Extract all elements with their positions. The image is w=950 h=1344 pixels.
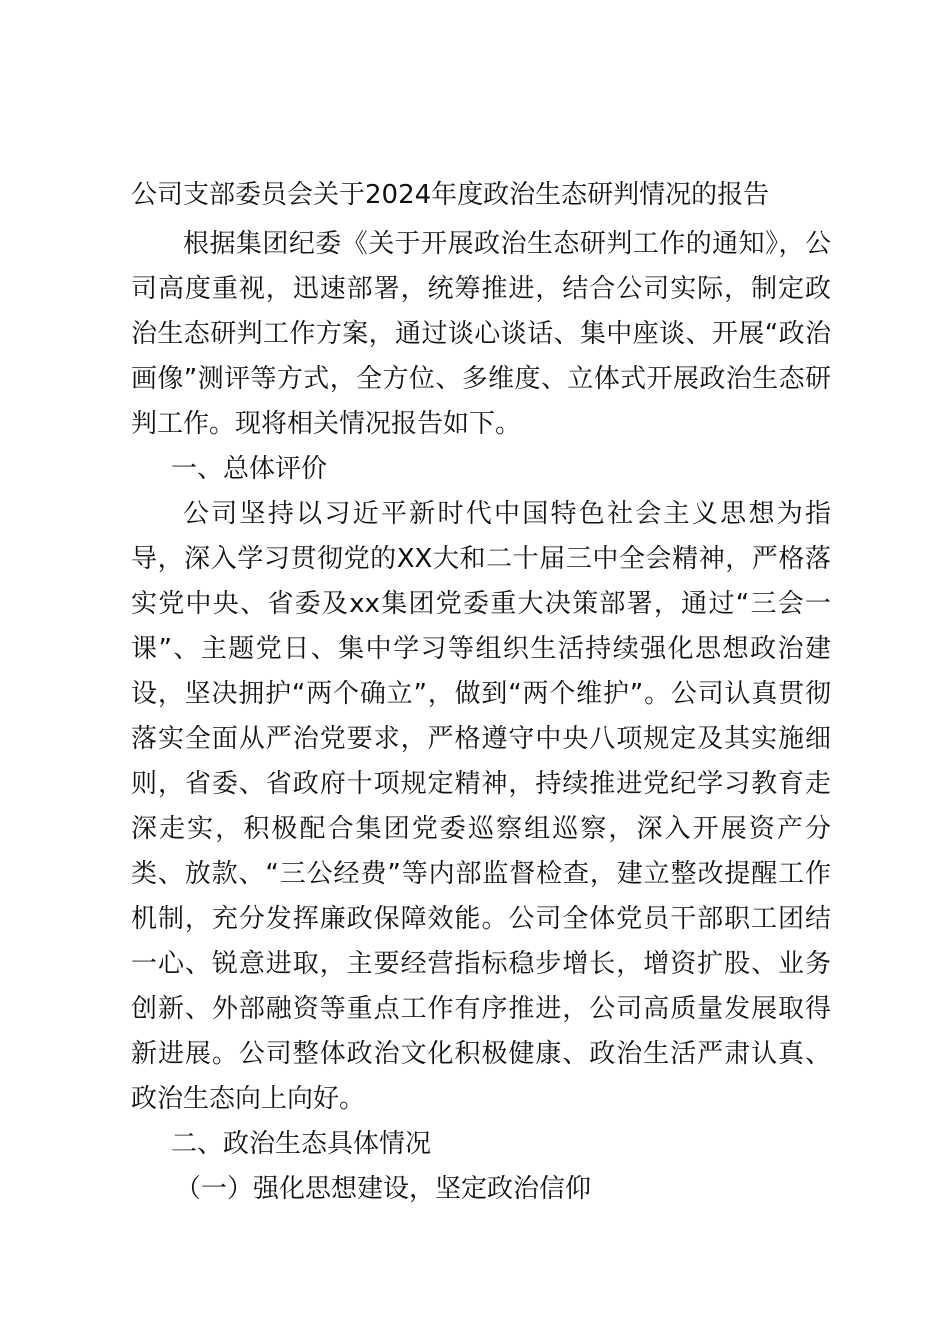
overall-evaluation-paragraph: 公司坚持以习近平新时代中国特色社会主义思想为指导，深入学习贯彻党的XX大和二十届三中全会精神，严格落实党中央、省委及xx集团党委重大决策部署，通过“三会一课”、主题党日、集中学习等组织生活持续强化思想政治建设，坚决拥护“两个确立”，做到“两个维护”。公司认真贯彻落实全面从严治党要求，严格遵守中央八项规定及其实施细则，省委、省政府十项规定精神，持续推进党纪学习教育走深走实，积极配合集团党委巡察组巡察，深入开展资产分类、放款、“三公经费”等内部监督检查，建立整改提醒工作机制，充分发挥廉政保障效能。公司全体党员干部职工团结一心、锐意进取，主要经营指标稳步增长，增资扩股、业务创新、外部融资等重点工作有序推进，公司高质量发展取得新进展。公司整体政治文化积极健康、政治生活严肃认真、政治生态向上向好。	[131, 499, 831, 1114]
document-body	[131, 222, 831, 1212]
section-heading-overall-evaluation: 一、总体评价	[171, 454, 328, 484]
subsection-heading-ideological-building: （一）强化思想建设，坚定政治信仰	[175, 1174, 592, 1204]
section-heading-political-ecology-details: 二、政治生态具体情况	[171, 1129, 432, 1159]
intro-paragraph: 根据集团纪委《关于开展政治生态研判工作的通知》，公司高度重视，迅速部署，统筹推进，结合公司实际，制定政治生态研判工作方案，通过谈心谈话、集中座谈、开展“政治画像”测评等方式，全方位、多维度、立体式开展政治生态研判工作。现将相关情况报告如下。	[131, 229, 831, 439]
document-title: 公司支部委员会关于2024年度政治生态研判情况的报告	[131, 180, 770, 210]
